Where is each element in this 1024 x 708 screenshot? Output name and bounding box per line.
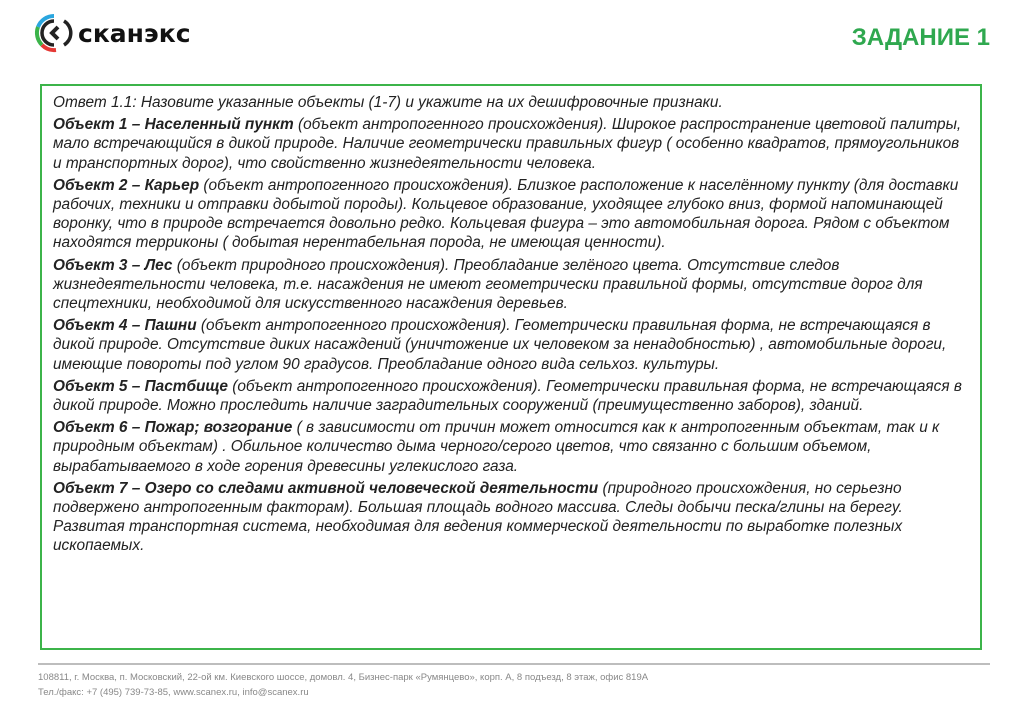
object-description: ( в зависимости от причин может относится как к антропогенным объектам, так и к природным объектам) . Обильное количество дыма черного/серого цветов, что связанно с большим объемом, вырабатываемого в ходе горения древесины углекислого газа. xyxy=(53,419,940,475)
scanex-logo xyxy=(34,13,191,53)
object-description: (объект антропогенного происхождения). Геометрически правильная форма, не встречающаяся в дикой природе. Отсутствие диких насаждений (уничтожение их человеком за ненадобностью) , автомобильные дороги, имеющие повороты под углом 90 градусов. Преобладание одного вида сельхоз. культуры. xyxy=(53,317,947,373)
object-label: Объект 4 – Пашни xyxy=(53,317,197,335)
logo-text: сканэкс xyxy=(78,18,191,48)
object-description: (объект антропогенного происхождения). Широкое распространение цветовой палитры, мало встречающийся в дикой природе. Наличие геометрически правильных фигур ( особенно квадратов, прямоугольников и транспортных дорог), что свойственно жизнедеятельности человека. xyxy=(53,116,962,172)
object-label: Объект 2 – Карьер xyxy=(53,176,200,194)
object-label: Объект 7 – Озеро со следами активной человеческой деятельности xyxy=(53,479,599,497)
object-item xyxy=(53,479,970,556)
object-description: (объект антропогенного происхождения). Близкое расположение к населённому пункту (для доставки рабочих, техники и отправки добытой породы). Кольцевое образование, уходящее глубоко вниз, формой напоминающей воронку, что в природе встречается довольно редко. Кольцевая фигура – это автомобильная дорога. Рядом с объектом находятся терриконы ( добытая нерентабельная порода, не имеющая ценности). xyxy=(53,176,959,252)
question-text: Ответ 1.1: Назовите указанные объекты (1-7) и укажите на их дешифровочные признаки. xyxy=(53,94,723,111)
answer-box xyxy=(40,84,982,650)
object-item xyxy=(53,176,970,253)
object-label: Объект 3 – Лес xyxy=(53,256,173,274)
object-label: Объект 1 – Населенный пункт xyxy=(53,116,294,134)
object-description: (природного происхождения, но серьезно подвержено антропогенным факторам). Большая площадь водного массива. Следы добычи песка/глины на берегу. Развитая транспортная система, необходимая для ведения коммерческой деятельности по выработке полезных ископаемых. xyxy=(53,479,903,555)
scanex-logo-icon xyxy=(34,13,74,53)
footer xyxy=(38,670,648,700)
footer-contacts: Тел./факс: +7 (495) 739-73-85, www.scanex.ru, info@scanex.ru xyxy=(38,687,309,698)
object-description: (объект природного происхождения). Преобладание зелёного цвета. Отсутствие следов жизнедеятельности человека, т.е. насаждения не имеют геометрически правильной формы, отсутствие дорог для спецтехники, необходимой для искусственного насаждения деревьев. xyxy=(53,256,923,313)
slide-title: ЗАДАНИЕ 1 xyxy=(851,24,990,51)
object-label: Объект 6 – Пожар; возгорание xyxy=(53,419,293,437)
object-item xyxy=(53,256,970,314)
footer-address: 108811, г. Москва, п. Московский, 22-ой км. Киевского шоссе, домовл. 4, Бизнес-парк «Румянцево», корп. А, 8 подъезд, 8 этаж, офис 819А xyxy=(38,672,649,683)
object-item xyxy=(53,115,970,173)
object-description: (объект антропогенного происхождения). Геометрически правильная форма, не встречающаяся в дикой природе. Можно проследить наличие заградительных сооружений (преимущественно заборов), зданий. xyxy=(53,377,962,415)
object-item xyxy=(53,316,970,374)
object-item xyxy=(53,418,970,476)
footer-divider xyxy=(38,663,990,665)
object-label: Объект 5 – Пастбище xyxy=(53,377,228,395)
object-item xyxy=(53,377,970,415)
